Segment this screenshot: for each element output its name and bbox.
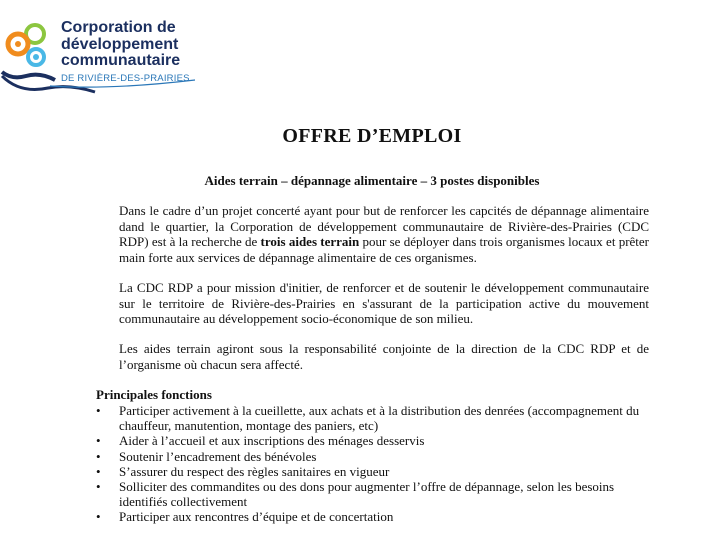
list-item — [96, 509, 652, 524]
mission-paragraph: La CDC RDP a pour mission d'initier, de renforcer et de soutenir le développement communautaire sur le territoire de Rivière-des-Prairies en s'assurant de la participation active du mouvement communautaire au développement socio-économique de son milieu. — [119, 280, 649, 326]
intro-paragraph — [119, 203, 649, 265]
bullet-icon: • — [96, 479, 101, 495]
list-item — [96, 464, 652, 479]
bullet-icon: • — [96, 448, 101, 464]
bullet-icon: • — [96, 433, 101, 449]
functions-list — [96, 403, 652, 525]
list-item — [96, 449, 652, 464]
list-item-text: Soutenir l’encadrement des bénévoles — [119, 448, 317, 464]
logo-line-1: Corporation de — [61, 19, 176, 36]
list-item-text: Participer aux rencontres d’équipe et de concertation — [119, 509, 394, 525]
cdc-logo — [0, 0, 240, 110]
logo-wordmark — [61, 20, 180, 70]
page-title: OFFRE D’EMPLOI — [282, 125, 462, 147]
list-item — [96, 479, 652, 509]
job-subtitle: Aides terrain – dépannage alimentaire – 3 postes disponibles — [204, 173, 540, 188]
intro-text-end: pour se déployer dans trois organismes locaux et prêter main forte aux services de dépannage alimentaire de ces organismes. — [119, 234, 649, 265]
functions-heading: Principales fonctions — [96, 387, 212, 402]
list-item — [96, 403, 652, 433]
list-item — [96, 433, 652, 448]
bullet-icon: • — [96, 403, 101, 418]
logo-line-3: communautaire — [61, 52, 181, 69]
intro-text-bold: trois aides terrain — [260, 234, 360, 249]
intro-text-start: Dans le cadre d’un projet concerté ayant pour but de renforcer les capcités de dépannage alimentaire dand le quartier, la Corporation de développement communautaire de Rivière-des-Prairies (CDC RDP) est à la recherche de — [119, 203, 649, 249]
logo-line-2: développement — [61, 35, 179, 53]
bullet-icon: • — [96, 509, 101, 525]
responsibility-paragraph: Les aides terrain agiront sous la responsabilité conjointe de la direction de la CDC RDP et de l’organisme où chacun sera affecté. — [119, 341, 649, 372]
list-item-text: S’assurer du respect des règles sanitaires en vigueur — [119, 463, 390, 479]
bullet-icon: • — [96, 463, 101, 479]
list-item-text: Aider à l’accueil et aux inscriptions des ménages desservis — [119, 433, 425, 449]
list-item-text: Participer activement à la cueillette, aux achats et à la distribution des denrées (accompagnement du chauffeur, manutention, montage des paniers, etc) — [119, 403, 640, 434]
list-item-text: Solliciter des commandites ou des dons pour augmenter l’offre de dépannage, selon les besoins identifiés collectivement — [119, 479, 615, 510]
logo-subline: DE RIVIÈRE-DES-PRAIRIES — [61, 73, 190, 84]
